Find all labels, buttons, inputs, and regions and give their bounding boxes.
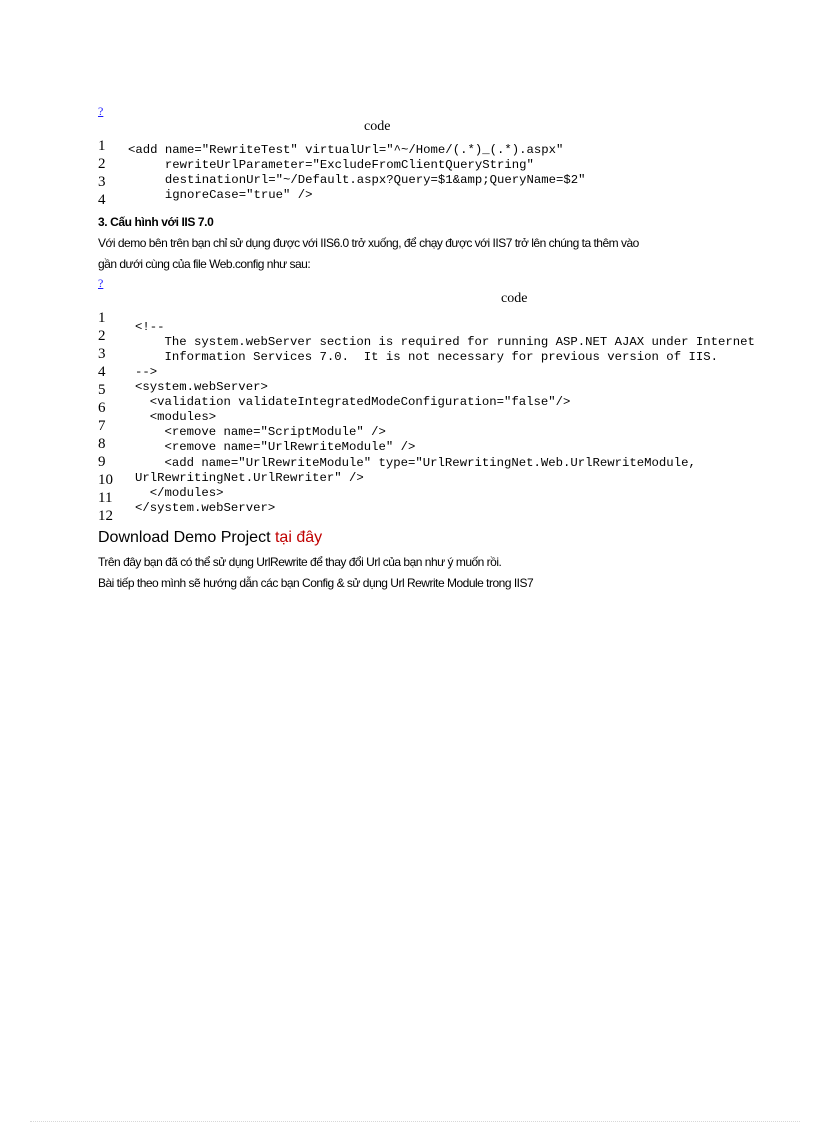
paragraph-line: Trên đây bạn đã có thể sử dụng UrlRewrite để thay đổi Url của bạn như ý muốn rồi. xyxy=(98,555,502,569)
download-link[interactable]: tại đây xyxy=(274,529,323,546)
code-line: <validation validateIntegratedModeConfiguration="false"/> xyxy=(135,395,571,409)
line-number: 4 xyxy=(98,192,106,208)
line-number: 10 xyxy=(98,472,113,488)
code-line: <add name="UrlRewriteModule" type="UrlRewritingNet.Web.UrlRewriteModule, xyxy=(135,456,696,470)
page-divider xyxy=(30,1121,800,1122)
code-line: <remove name="UrlRewriteModule" /> xyxy=(135,440,416,454)
paragraph-line: Bài tiếp theo mình sẽ hướng dẫn các bạn Config & sử dụng Url Rewrite Module trong IIS7 xyxy=(98,576,534,590)
code-line: ignoreCase="true" /> xyxy=(128,188,313,202)
line-number: 6 xyxy=(98,400,106,416)
code-line: --> xyxy=(135,365,158,379)
section-heading: 3. Cấu hình với IIS 7.0 xyxy=(98,215,214,229)
download-label: Download Demo Project xyxy=(98,529,275,546)
line-number: 9 xyxy=(98,454,106,470)
line-number: 12 xyxy=(98,508,113,524)
code-line: rewriteUrlParameter="ExcludeFromClientQueryString" xyxy=(128,158,534,172)
line-number: 3 xyxy=(98,346,106,362)
code-block-title: code xyxy=(501,291,528,306)
code-line: <add name="RewriteTest" virtualUrl="^~/Home/(.*)_(.*).aspx" xyxy=(128,143,564,157)
code-line: </modules> xyxy=(135,486,224,500)
line-number: 7 xyxy=(98,418,106,434)
line-number: 3 xyxy=(98,174,106,190)
code-line: </system.webServer> xyxy=(135,501,276,515)
line-number: 1 xyxy=(98,310,106,326)
code-line: <!-- xyxy=(135,320,165,334)
paragraph-line: Với demo bên trên bạn chỉ sử dụng được với IIS6.0 trở xuống, để chạy được với IIS7 trở lên chúng ta thêm vào xyxy=(98,236,639,250)
download-line xyxy=(98,529,322,547)
code-line: <remove name="ScriptModule" /> xyxy=(135,425,386,439)
paragraph-line: gần dưới cùng của file Web.config như sau: xyxy=(98,257,311,271)
code-line: destinationUrl="~/Default.aspx?Query=$1&amp;QueryName=$2" xyxy=(128,173,586,187)
code-block-title: code xyxy=(364,119,391,134)
line-number: 2 xyxy=(98,156,106,172)
code-line: <modules> xyxy=(135,410,217,424)
code-line: The system.webServer section is required for running ASP.NET AJAX under Internet xyxy=(135,335,755,349)
code-line: <system.webServer> xyxy=(135,380,268,394)
code-line: UrlRewritingNet.UrlRewriter" /> xyxy=(135,471,364,485)
line-number: 4 xyxy=(98,364,106,380)
line-number: 5 xyxy=(98,382,106,398)
line-number: 1 xyxy=(98,138,106,154)
line-number: 8 xyxy=(98,436,106,452)
line-number: 2 xyxy=(98,328,106,344)
code-toggle-icon[interactable]: ? xyxy=(98,104,104,118)
line-number: 11 xyxy=(98,490,113,506)
code-toggle-icon[interactable]: ? xyxy=(98,276,104,290)
code-line: Information Services 7.0. It is not necessary for previous version of IIS. xyxy=(135,350,718,364)
